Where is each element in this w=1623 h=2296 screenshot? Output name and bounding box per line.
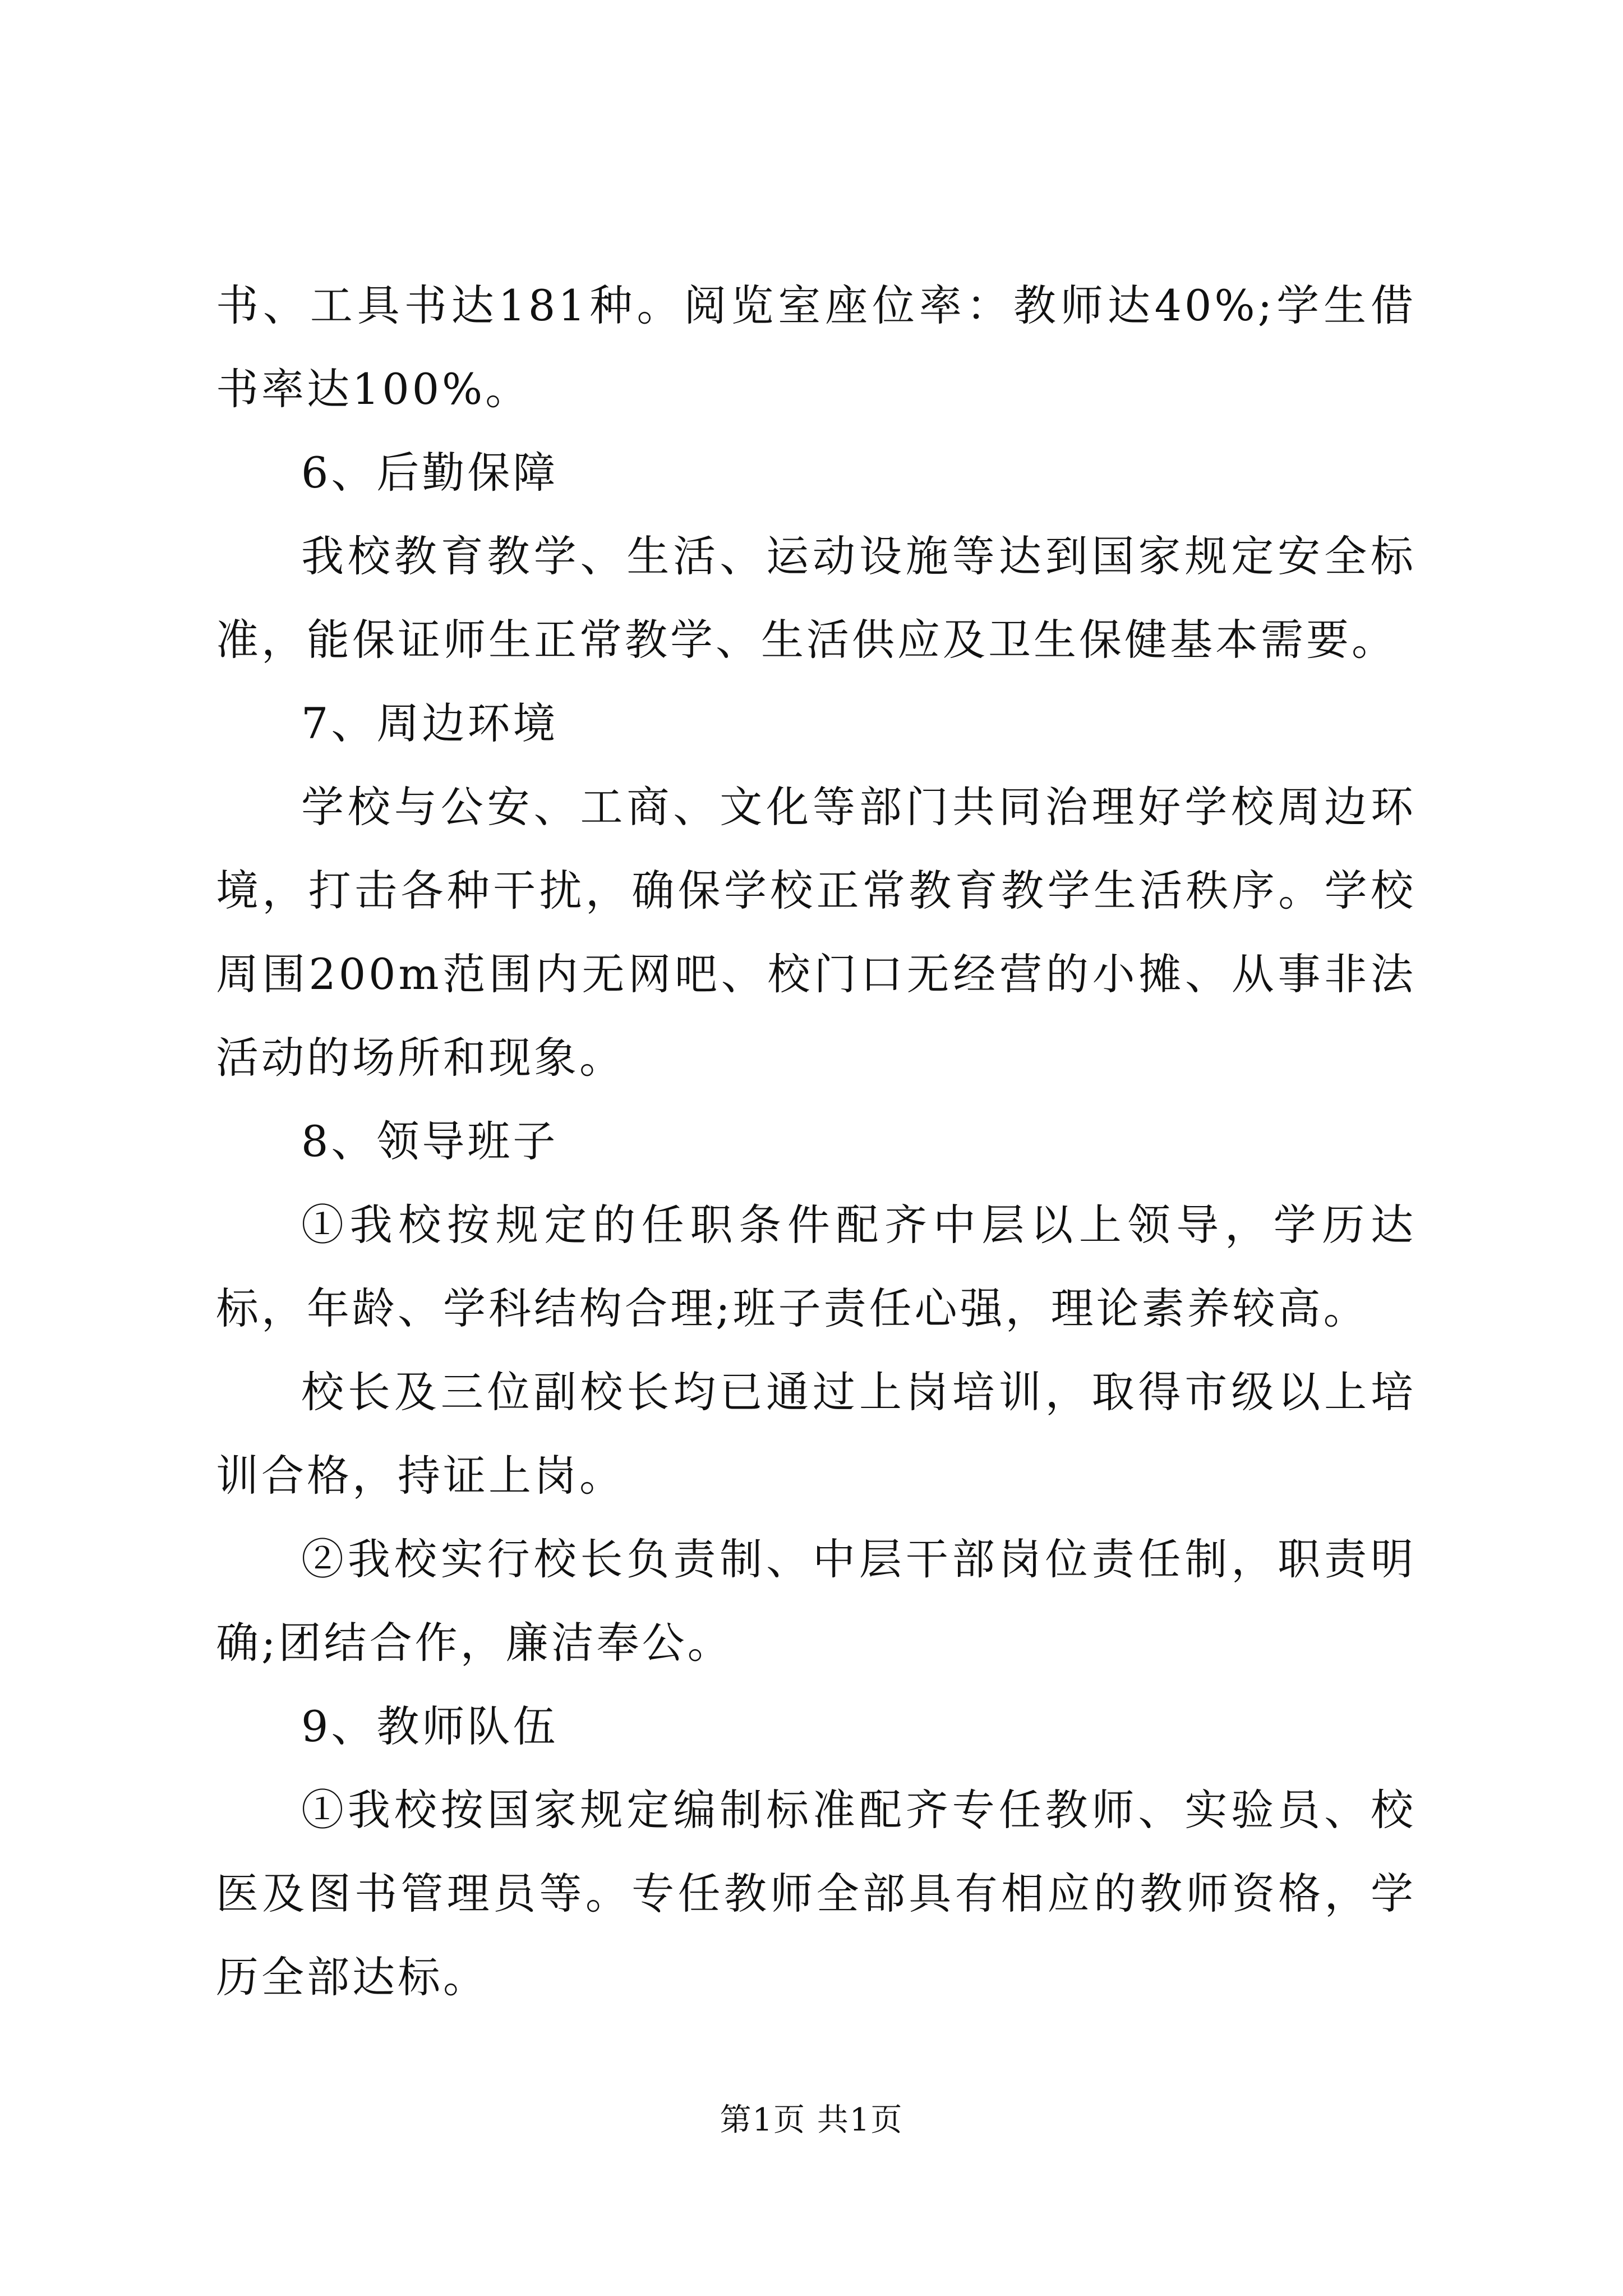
section-heading-logistics: 6、后勤保障 (301, 448, 559, 498)
paragraph-continuation: 书、工具书达181种。阅览室座位率：教师达40%;学生借书率达100%。 (216, 280, 1416, 414)
paragraph-leadership-2: ②我校实行校长负责制、中层干部岗位责任制，职责明确;团结合作，廉洁奉公。 (216, 1534, 1416, 1668)
document-body (216, 264, 1416, 2019)
section-heading-teachers: 9、教师队伍 (301, 1701, 559, 1751)
section-heading-leadership: 8、领导班子 (301, 1116, 559, 1166)
paragraph-environment: 学校与公安、工商、文化等部门共同治理好学校周边环境，打击各种干扰，确保学校正常教育教学生活秩序。学校周围200m范围内无网吧、校门口无经营的小摊、从事非法活动的场所和现象。 (216, 782, 1416, 1083)
paragraph-leadership-training: 校长及三位副校长均已通过上岗培训，取得市级以上培训合格，持证上岗。 (216, 1367, 1416, 1501)
paragraph-logistics: 我校教育教学、生活、运动设施等达到国家规定安全标准，能保证师生正常教学、生活供应及卫生保健基本需要。 (216, 531, 1416, 665)
page-footer: 第1页 共1页 (720, 2102, 903, 2138)
section-heading-environment: 7、周边环境 (301, 698, 559, 748)
paragraph-leadership-1: ①我校按规定的任职条件配齐中层以上领导，学历达标，年龄、学科结构合理;班子责任心强，理论素养较高。 (216, 1200, 1416, 1333)
paragraph-teachers-1: ①我校按国家规定编制标准配齐专任教师、实验员、校医及图书管理员等。专任教师全部具有相应的教师资格，学历全部达标。 (216, 1785, 1416, 2002)
